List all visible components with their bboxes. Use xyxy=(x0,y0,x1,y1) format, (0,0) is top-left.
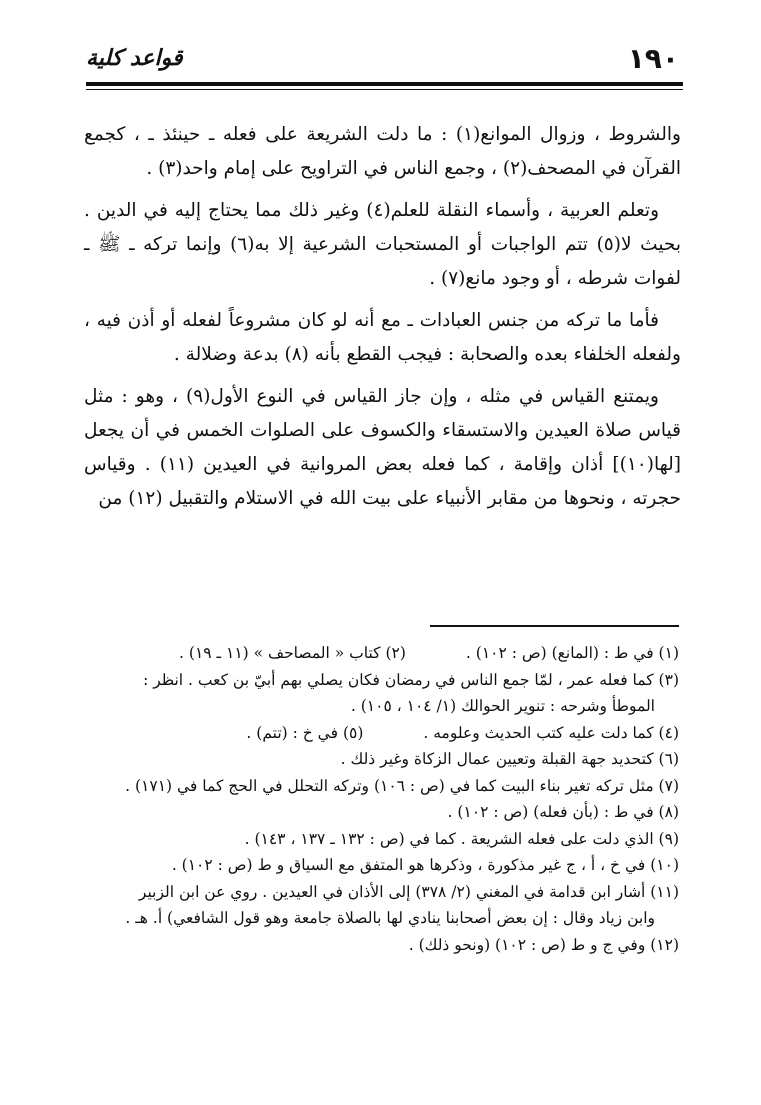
page-header xyxy=(86,40,683,78)
paragraph: فأما ما تركه من جنس العبادات ـ مع أنه لو كان مشروعاً لفعله أو أذن فيه ، ولفعله الخلفاء بعده والصحابة : فيجب القطع بأنه (٨) بدعة وضلالة . xyxy=(84,310,681,365)
paragraph: وتعلم العربية ، وأسماء النقلة للعلم(٤) وغير ذلك مما يحتاج إليه في الدين . بحيث لا(٥) تتم الواجبات أو المستحبات الشرعية إلا به(٦) وإنما تركه ـ ﷺ ـ لفوات شرطه ، أو وجود مانع(٧) . xyxy=(84,200,681,289)
footnote-3: (٣) كما فعله عمر ، لمّا جمع الناس في رمضان فكان يصلي بهم أبيّ بن كعب . انظر : xyxy=(143,670,679,689)
footnote-4: (٤) كما دلت عليه كتب الحديث وعلومه . xyxy=(423,723,679,742)
footnote-7: (٧) مثل تركه تغير بناء البيت كما في (ص : ١٠٦) وتركه التحلل في الحج كما في (١٧١) . xyxy=(125,776,679,795)
footnote-8: (٨) في ط : (بأن فعله) (ص : ١٠٢) . xyxy=(447,803,679,821)
footnotes xyxy=(84,640,679,958)
main-text xyxy=(84,118,681,524)
page-number: ١٩٠ xyxy=(627,42,679,75)
footnote-2: (٢) كتاب « المصاحف » (١١ ـ ١٩) . xyxy=(179,644,406,662)
footnote-1: (١) في ط : (المانع) (ص : ١٠٢) . xyxy=(465,644,679,662)
header-rule-thin xyxy=(86,89,683,90)
footnote-separator xyxy=(430,625,679,627)
footnote-5: (٥) في خ : (تتم) . xyxy=(246,723,364,742)
footnote-row xyxy=(84,720,679,747)
footnote-10: (١٠) في خ ، أ ، ج غير مذكورة ، وذكرها هو المتفق مع السياق و ط (ص : ١٠٢) . xyxy=(171,856,679,874)
footnote-11-continued: وابن زياد وقال : إن بعض أصحابنا ينادي لها بالصلاة جامعة وهو قول الشافعي) أ. هـ . xyxy=(125,909,655,927)
running-title: قواعد كلية xyxy=(86,46,183,71)
header-rule-thick xyxy=(86,82,683,86)
footnote-6: (٦) كتحديد جهة القبلة وتعيين عمال الزكاة وغير ذلك . xyxy=(340,750,679,768)
footnote-12: (١٢) وفي ج و ط (ص : ١٠٢) (ونحو ذلك) . xyxy=(408,935,679,954)
paragraph: والشروط ، وزوال الموانع(١) : ما دلت الشريعة على فعله ـ حينئذ ـ ، كجمع القرآن في المصحف(٢) ، وجمع الناس في التراويح على إمام واحد(٣) . xyxy=(84,124,681,179)
footnote-row xyxy=(84,640,679,667)
footnote-3-continued: الموطأ وشرحه : تنوير الحوالك (١/ ١٠٤ ، ١٠٥) . xyxy=(350,697,655,715)
footnote-11: (١١) أشار ابن قدامة في المغني (٢/ ٣٧٨) إلى الأذان في العيدين . روي عن ابن الزبير xyxy=(138,882,679,901)
footnote-9: (٩) الذي دلت على فعله الشريعة . كما في (ص : ١٣٢ ـ ١٣٧ ، ١٤٣) . xyxy=(244,829,679,848)
paragraph: ويمتنع القياس في مثله ، وإن جاز القياس في النوع الأول(٩) ، وهو : مثل قياس صلاة العيدين والاستسقاء والكسوف على الصلوات الخمس في أن يجعل [لها(١٠)] أذان وإقامة ، كما فعله بعض المروانية في العيدين (١١) . وقياس حجرته ، ونحوها من مقابر الأنبياء على بيت الله في الاستلام والتقبيل (١٢) من xyxy=(84,386,681,509)
